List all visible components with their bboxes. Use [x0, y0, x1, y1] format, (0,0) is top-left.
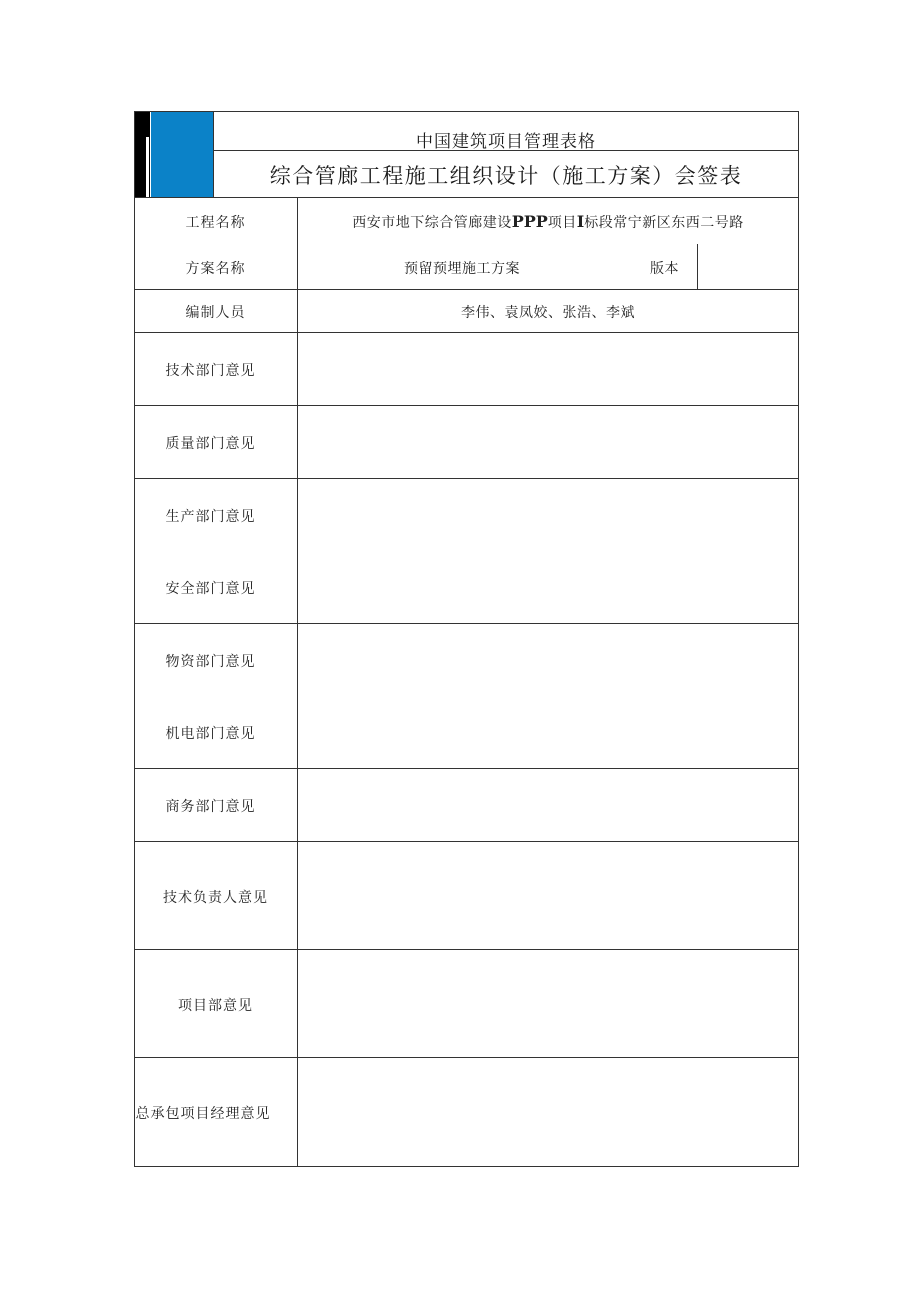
logo-blue-block — [151, 112, 213, 197]
opinion-field-general-contractor-pm[interactable] — [298, 1058, 798, 1166]
row-line — [134, 197, 799, 198]
project-name-value — [297, 212, 799, 232]
opinion-label-technical: 技术部门意见 — [165, 363, 256, 379]
opinion-field-quality[interactable] — [298, 406, 798, 478]
scheme-name-value: 预留预埋施工方案 — [404, 261, 520, 277]
project-name-label: 工程名称 — [185, 215, 246, 231]
opinion-label-safety: 安全部门意见 — [165, 581, 256, 597]
compiler-label: 编制人员 — [185, 305, 246, 321]
form-title: 综合管廊工程施工组织设计（施工方案）会签表 — [269, 164, 743, 188]
logo-white-stripe — [146, 137, 149, 197]
opinion-label-project-dept: 项目部意见 — [178, 998, 253, 1014]
opinion-field-technical-lead[interactable] — [298, 842, 798, 949]
opinion-field-project-dept[interactable] — [298, 950, 798, 1057]
opinion-label-quality: 质量部门意见 — [165, 436, 256, 452]
version-label: 版本 — [650, 261, 679, 277]
opinion-label-materials: 物资部门意见 — [165, 654, 256, 670]
opinion-field-production-safety[interactable] — [298, 479, 798, 623]
opinion-label-technical-lead: 技术负责人意见 — [163, 890, 268, 906]
opinion-field-materials-electromechanical[interactable] — [298, 624, 798, 768]
project-name-pre: 西安市地下综合管廊建设 — [352, 215, 512, 231]
table-border-right — [798, 111, 799, 1167]
row-line — [134, 289, 799, 290]
opinion-label-general-contractor-pm: 总承包项目经理意见 — [135, 1106, 271, 1122]
opinion-label-production: 生产部门意见 — [165, 509, 256, 525]
opinion-label-commercial: 商务部门意见 — [165, 799, 256, 815]
project-name-post: 标段常宁新区东西二号路 — [584, 215, 744, 231]
opinion-field-technical[interactable] — [298, 333, 798, 405]
company-title: 中国建筑项目管理表格 — [416, 132, 596, 152]
compiler-value: 李伟、袁凤姣、张浩、李斌 — [461, 305, 635, 321]
table-border-bottom — [134, 1166, 799, 1167]
project-name-i: I — [576, 212, 585, 231]
table-border-top — [134, 111, 799, 112]
project-name-ppp: PPP — [511, 212, 548, 231]
project-name-mid: 项目 — [547, 215, 577, 231]
opinion-label-electromechanical: 机电部门意见 — [165, 726, 256, 742]
scheme-name-label: 方案名称 — [185, 261, 246, 277]
opinion-field-commercial[interactable] — [298, 769, 798, 841]
version-divider — [697, 244, 698, 290]
